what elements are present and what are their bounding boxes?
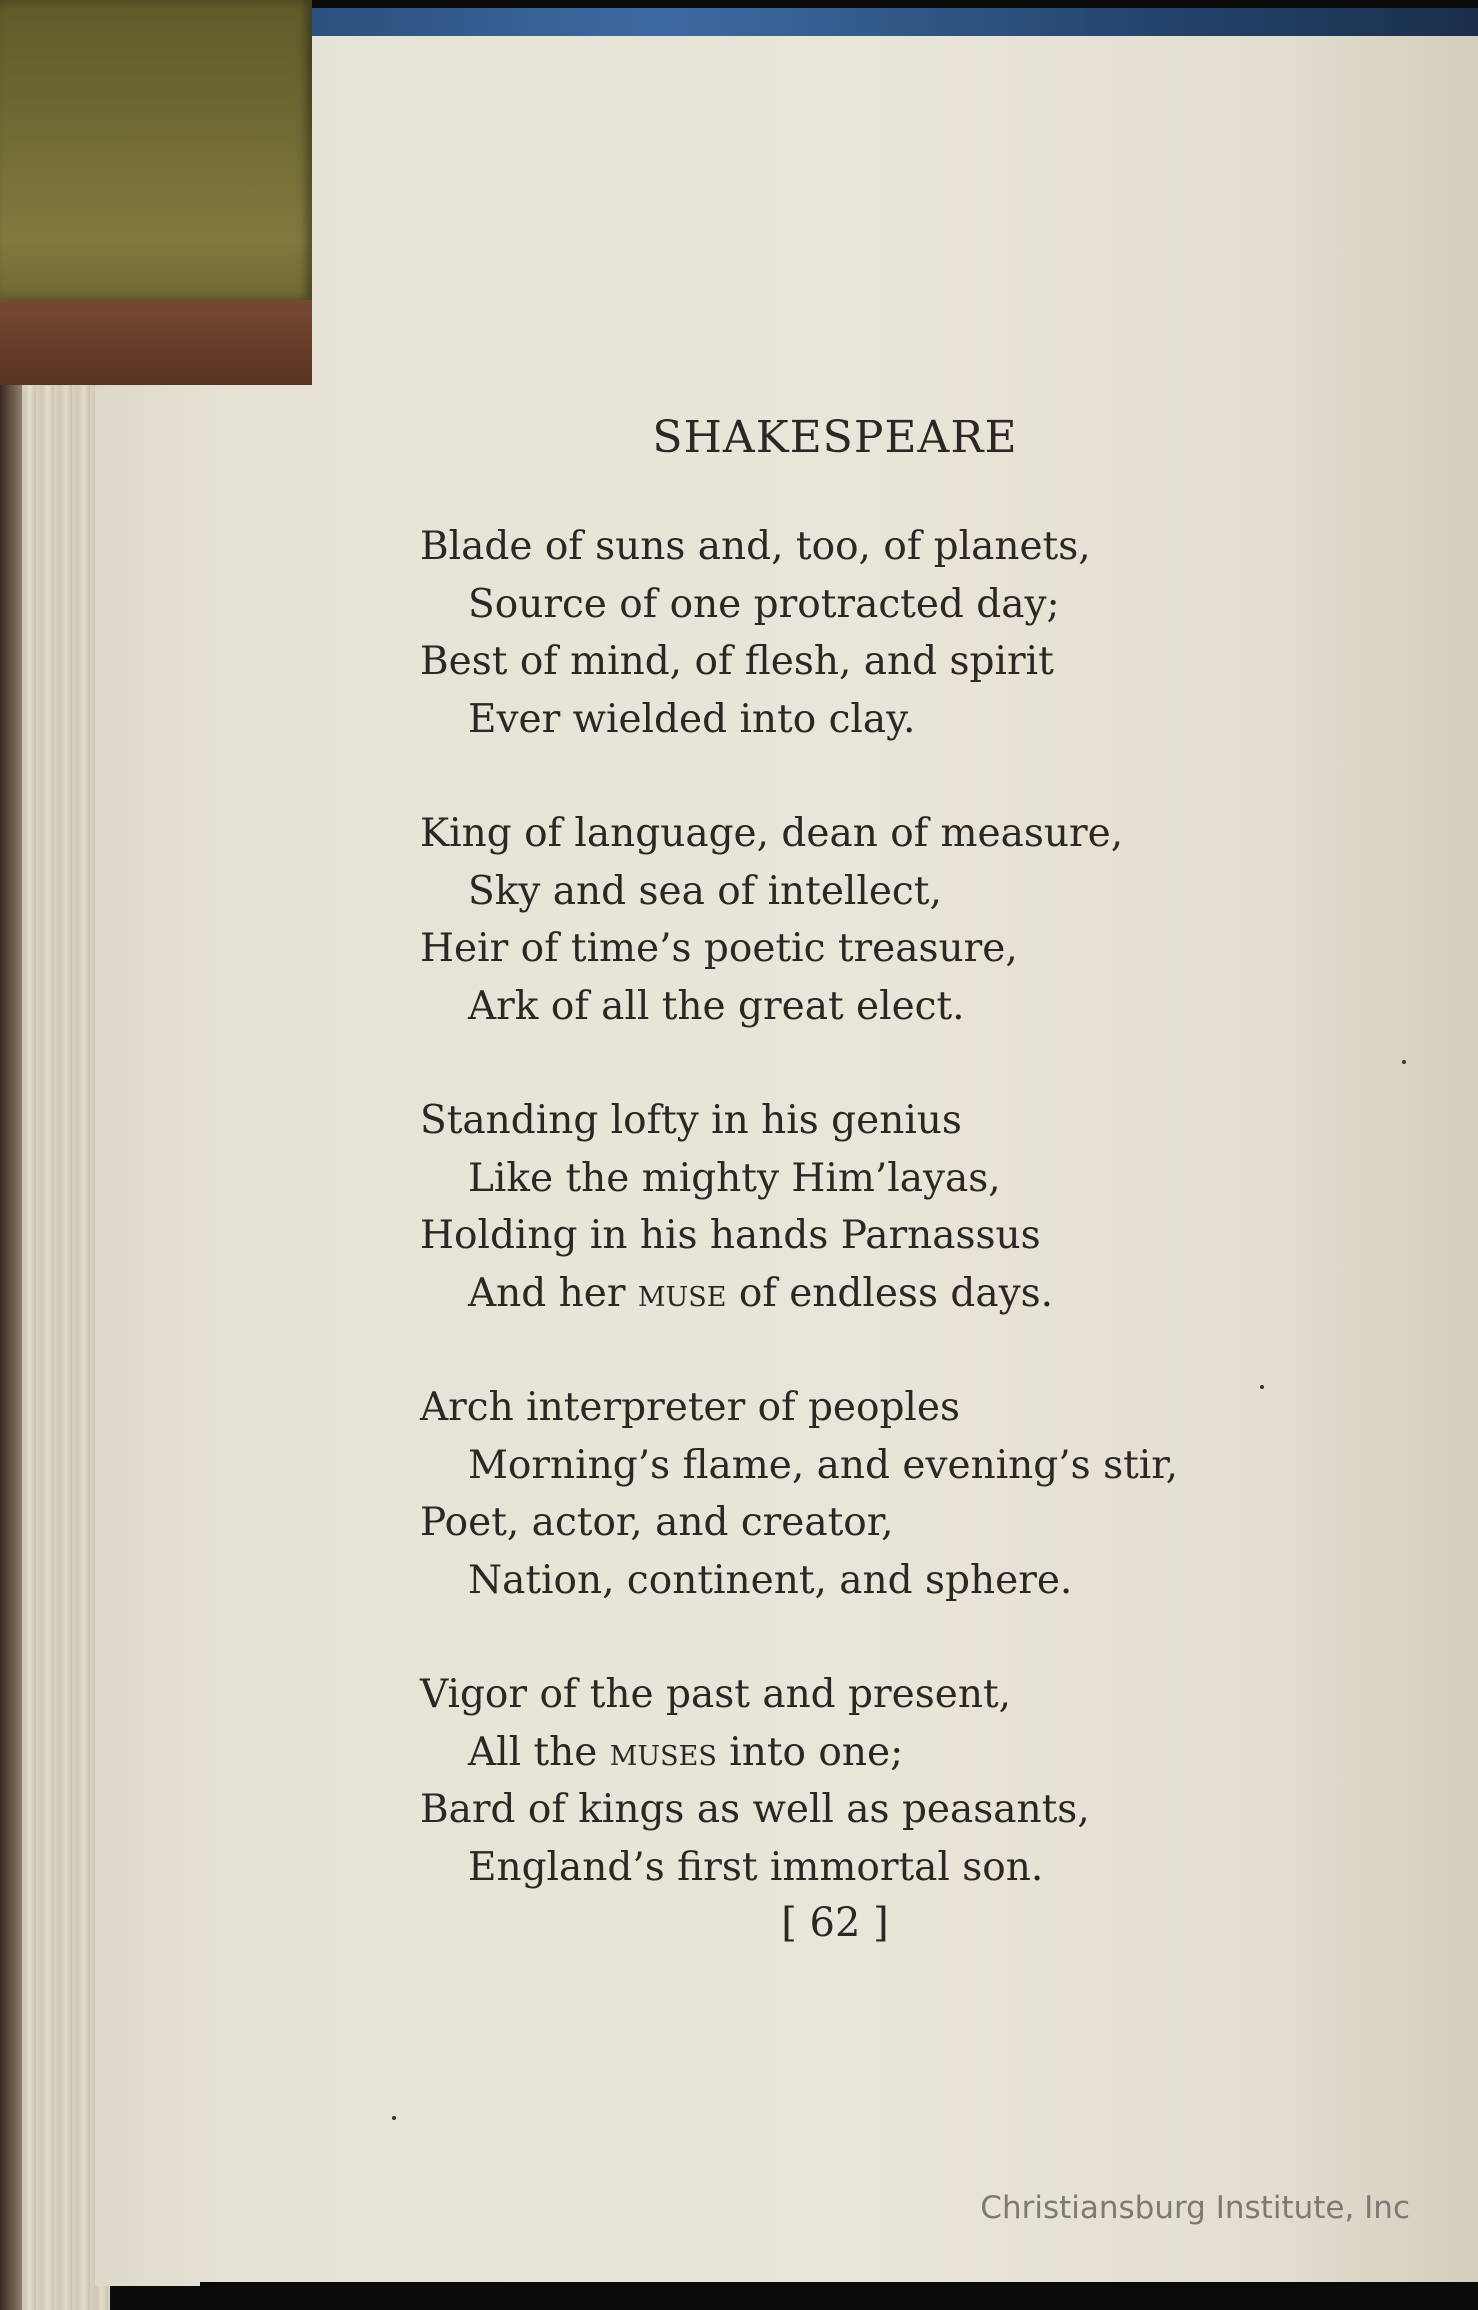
poem-line: Vigor of the past and present,: [420, 1672, 1012, 1717]
poem-line: And her muse of endless days.: [468, 1270, 1054, 1316]
poem-line: Arch interpreter of peoples: [420, 1385, 961, 1430]
poem-line: Bard of kings as well as peasants,: [420, 1787, 1090, 1832]
stanza-4: [420, 1379, 1420, 1609]
poem-line: Blade of suns and, too, of planets,: [420, 524, 1091, 569]
page-stack-shadow: [0, 385, 22, 2310]
poem-line: Sky and sea of intellect,: [468, 868, 942, 914]
poem-line: England’s first immortal son.: [468, 1844, 1044, 1890]
stanza-3: [420, 1092, 1420, 1322]
poem-line: Source of one protracted day;: [468, 581, 1060, 627]
watermark: Christiansburg Institute, Inc: [980, 2190, 1410, 2226]
poem-line: Holding in his hands Parnassus: [420, 1213, 1041, 1258]
bottom-shadow: [200, 2282, 1478, 2310]
stanza-1: [420, 518, 1420, 748]
clip-shadow: [0, 290, 312, 385]
page-speck: [1402, 1060, 1406, 1064]
small-caps-word: muse: [637, 1270, 727, 1316]
page-speck: [1260, 1385, 1264, 1389]
poem-line: Nation, continent, and sphere.: [468, 1557, 1073, 1603]
page-speck: [392, 2116, 396, 2120]
poem-line: Morning’s flame, and evening’s stir,: [468, 1442, 1178, 1488]
page-number: [ 62 ]: [781, 1900, 889, 1946]
small-caps-word: muses: [609, 1729, 717, 1775]
poem-line: King of language, dean of measure,: [420, 811, 1124, 856]
poem-line: Ever wielded into clay.: [468, 696, 916, 742]
poem-body: [420, 518, 1420, 1953]
poem-line: Standing lofty in his genius: [420, 1098, 962, 1143]
stanza-2: [420, 805, 1420, 1035]
poem-line: Ark of all the great elect.: [468, 983, 965, 1029]
poem-line: Best of mind, of flesh, and spirit: [420, 639, 1054, 684]
poem-line: Heir of time’s poetic treasure,: [420, 926, 1018, 971]
page-clip-tab: [0, 0, 312, 300]
poem-line: All the muses into one;: [468, 1729, 904, 1775]
poem-line: Like the mighty Him’layas,: [468, 1155, 1001, 1201]
stanza-5: [420, 1666, 1420, 1896]
poem-title: SHAKESPEARE: [652, 412, 1018, 463]
poem-line: Poet, actor, and creator,: [420, 1500, 894, 1545]
book-cover-edge: [310, 8, 1478, 38]
